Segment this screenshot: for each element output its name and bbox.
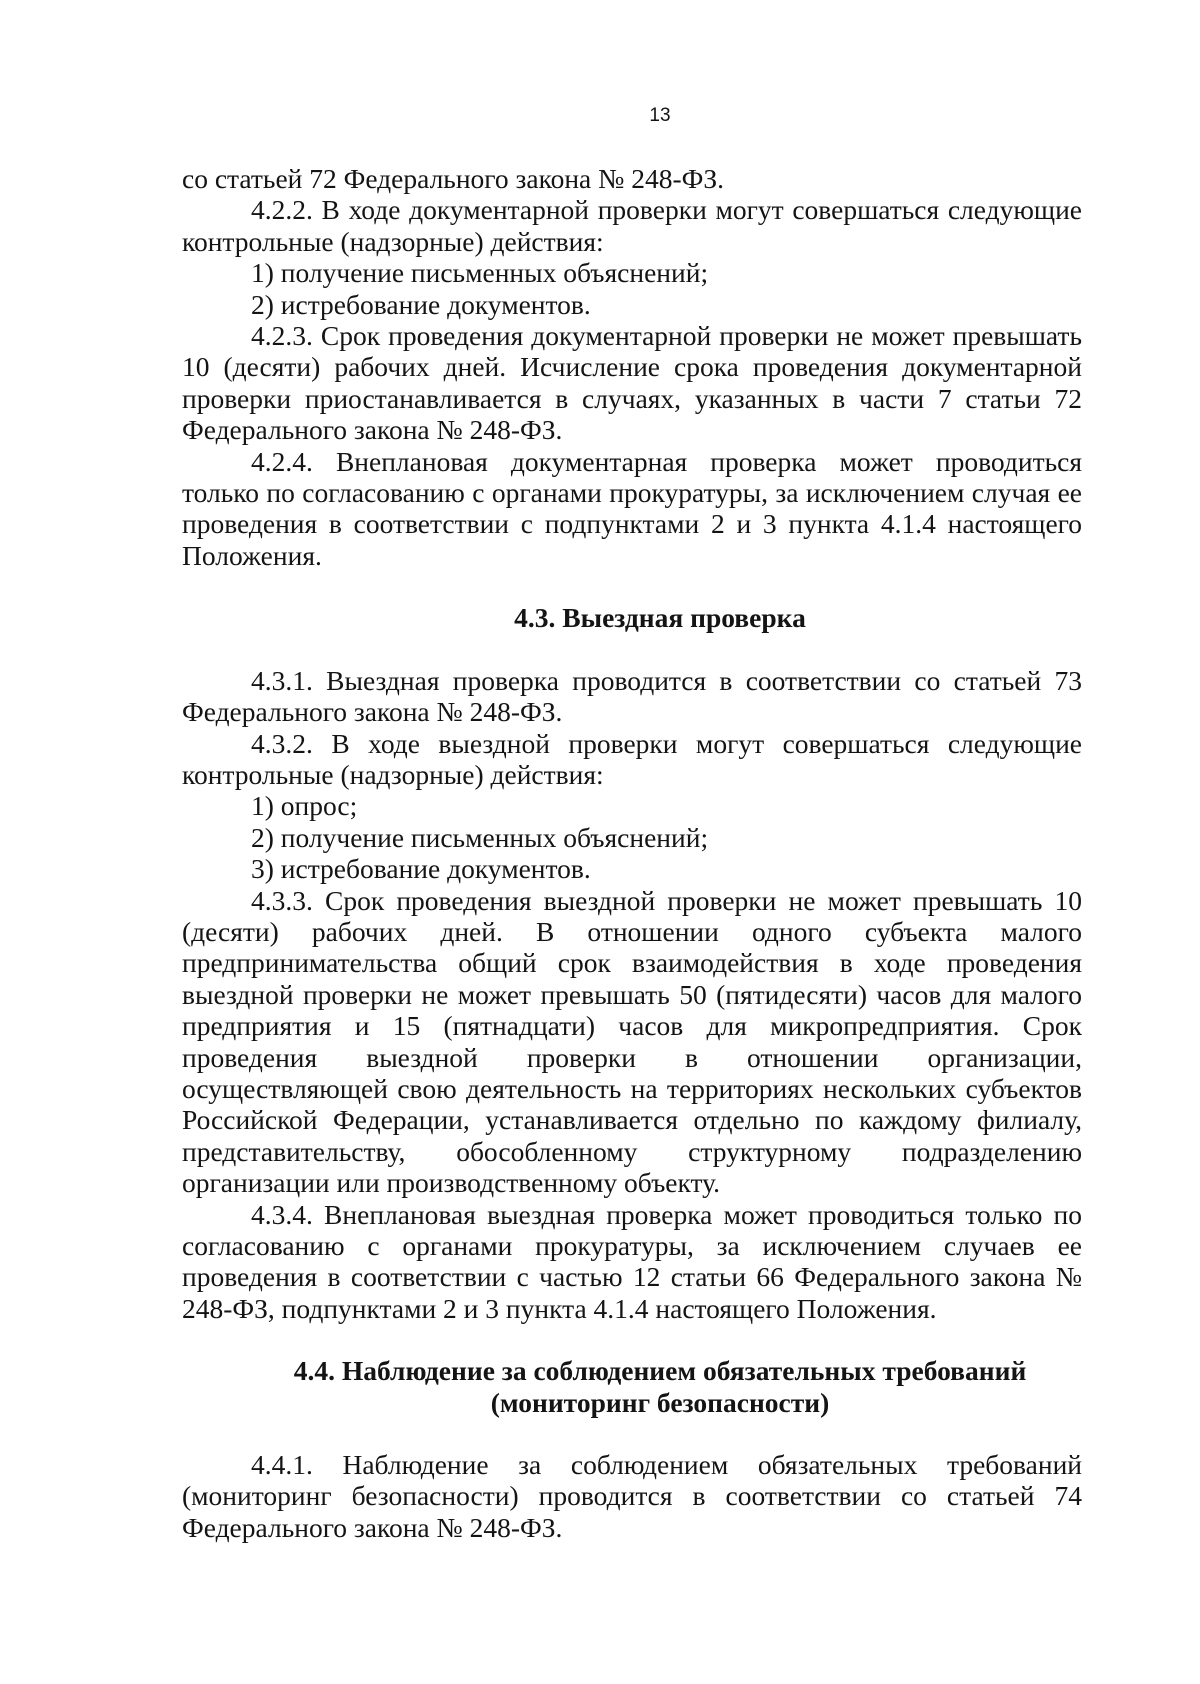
paragraph-4-3-2: 4.3.2. В ходе выездной проверки могут совершаться следующие контрольные (надзорные) действия: <box>182 727 1082 790</box>
document-page <box>182 104 1082 1543</box>
list-item: 3) истребование документов. <box>251 853 591 885</box>
paragraph-continuation: со статьей 72 Федерального закона № 248-ФЗ. <box>182 163 725 194</box>
paragraph-4-3-1: 4.3.1. Выездная проверка проводится в соответствии со статьей 73 Федерального закона № 248-ФЗ. <box>182 664 1082 728</box>
list-item: 1) получение письменных объяснений; <box>251 257 709 289</box>
list-item: 2) получение письменных объяснений; <box>251 821 709 853</box>
list-item: 1) опрос; <box>251 790 358 822</box>
section-heading-4-4-line1: 4.4. Наблюдение за соблюдением обязательных требований <box>293 1355 1027 1387</box>
paragraph-4-4-1: 4.4.1. Наблюдение за соблюдением обязательных требований (мониторинг безопасности) проводится в соответствии со статьей 74 Федерального закона № 248-ФЗ. <box>182 1449 1082 1543</box>
page-number: 13 <box>649 105 671 126</box>
section-heading-4-4-line2: (мониторинг безопасности) <box>490 1386 830 1418</box>
paragraph-4-2-3: 4.2.3. Срок проведения документарной проверки не может превышать 10 (десяти) рабочих дней. Исчисление срока проведения документарной проверки приостанавливается в случаях, указанных в части 7 статьи 72 Федерального закона № 248-ФЗ. <box>182 320 1082 446</box>
section-heading-4-4 <box>182 1355 1082 1418</box>
paragraph-4-2-2: 4.2.2. В ходе документарной проверки могут совершаться следующие контрольные (надзорные) действия: <box>182 194 1082 257</box>
list-item: 2) истребование документов. <box>251 288 591 320</box>
paragraph-4-2-4: 4.2.4. Внеплановая документарная проверка может проводиться только по согласованию с органами прокуратуры, за исключением случая ее проведения в соответствии с подпунктами 2 и 3 пункта 4.1.4 настоящего Положения. <box>182 445 1082 571</box>
paragraph-4-3-4: 4.3.4. Внеплановая выездная проверка может проводиться только по согласованию с органами прокуратуры, за исключением случаев ее проведения в соответствии с частью 12 статьи 66 Федерального закона № 248-ФЗ, подпунктами 2 и 3 пункта 4.1.4 настоящего Положения. <box>182 1198 1082 1324</box>
section-heading-4-3: 4.3. Выездная проверка <box>514 602 806 634</box>
paragraph-4-3-3: 4.3.3. Срок проведения выездной проверки не может превышать 10 (десяти) рабочих дней. В отношении одного субъекта малого предпринимательства общий срок взаимодействия в ходе проведения выездной проверки не может превышать 50 (пятидесяти) часов для малого предприятия и 15 (пятнадцати) часов для микропредприятия. Срок проведения выездной проверки в отношении организации, осуществляющей свою деятельность на территориях нескольких субъектов Российской Федерации, устанавливается отдельно по каждому филиалу, представительству, обособленному структурному подразделению организации или производственному объекту. <box>182 884 1082 1199</box>
